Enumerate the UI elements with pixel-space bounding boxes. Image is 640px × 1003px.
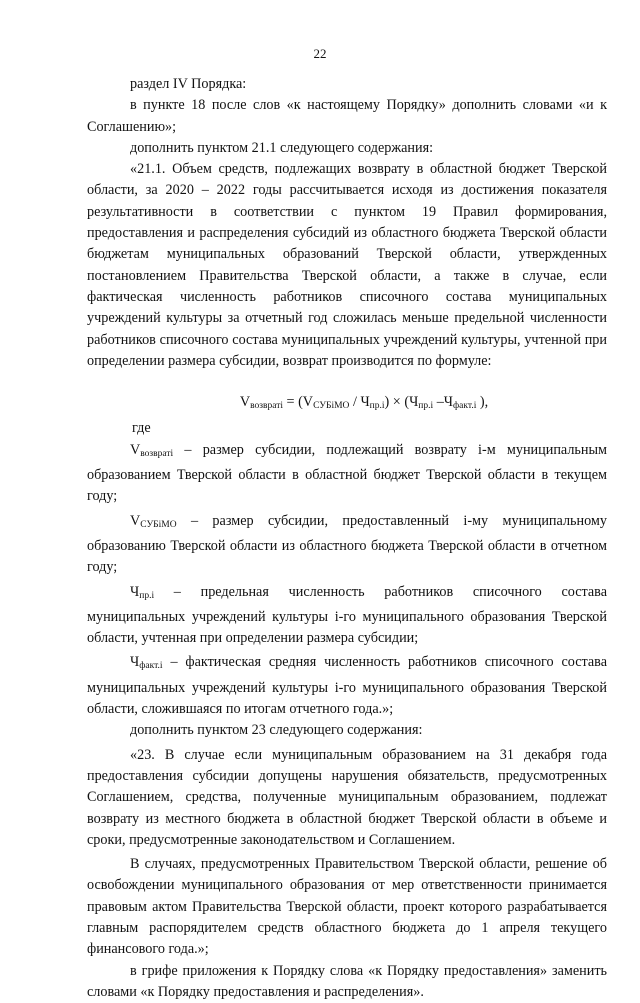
symbol-v-return: $V_{возвратi}$ [130, 441, 174, 459]
paragraph-21-1-text: «21.1. Объем средств, подлежащих возврату в областной бюджет Тверской области, за 2020 – 2022 годы рассчитывается исходя из достижения показателя результативности в соответствии с пунктом 19 Правил формирования, предоставления и распределения субсидий из областного бюджета Тверской области бюджетам муниципальных образований Тверской области, утвержденных постановлением Правительства Тверской области, а также в случае, если фактическая численность работников списочного состава муниципальных учреждений культуры за отчетный год сложилась меньше предельной численности работников списочного состава муниципальных учреждений культуры, учтенной при определении размера субсидии, возврат производится по формуле: [87, 161, 607, 369]
paragraph-release-decision: В случаях, предусмотренных Правительством Тверской области, решение об освобождении муниципального образования от мер ответственности принимается правовым актом Правительства Тверской области, проект которого разрабатывается главным распорядителем средств областного бюджета до 1 апреля текущего финансового года.»; [87, 856, 607, 958]
paragraph-section-heading: раздел IV Порядка: [130, 76, 247, 92]
paragraph-add-21-1: дополнить пунктом 21.1 следующего содержания: [130, 139, 434, 156]
symbol-v-subsidy: $V_{СУБiМО}$ [130, 512, 177, 530]
definition-ch-limit: $Ч_{пр.i}$ – предельная численность работников списочного состава муниципальных учреждений культуры i-го муниципального образования Тверской области, учтенная при определении размера субсидии; [87, 583, 607, 647]
page-number: 22 [313, 46, 327, 61]
definition-v-subsidy: $V_{СУБiМО}$ – размер субсидии, предоставленный i-му муниципальному образованию Тверской области из областного бюджета Тверской области в отчетном году; [87, 512, 607, 576]
paragraph-23-text: «23. В случае если муниципальным образованием на 31 декабря года предоставления субсидии допущены нарушения обязательств, предусмотренных Соглашением, средства, полученные муниципальным образованием, подлежат возврату из местного бюджета в областной бюджет Тверской области в объеме и сроки, предусмотренные законодательством и Соглашением. [87, 746, 607, 848]
document-body [87, 74, 607, 1003]
formula-where-label: где [132, 420, 151, 437]
symbol-ch-actual: $Ч_{факт.i}$ [130, 654, 163, 672]
return-formula: $V_{возвратi} = (V_{СУБiМО} / Ч_{пр.i}) \times (Ч_{пр.i}$ $-Ч_{факт.i}$ ), [239, 394, 489, 412]
definition-v-return: $V_{возвратi}$ – размер субсидии, подлежащий возврату i-м муниципальным образованием Тверской области в областной бюджет Тверской области в текущем году; [87, 441, 607, 505]
paragraph-item-18: в пункте 18 после слов «к настоящему Порядку» дополнить словами «и к Соглашению»; [87, 97, 607, 135]
paragraph-appendix-heading: в грифе приложения к Порядку слова «к Порядку предоставления» заменить словами «к Порядку предоставления и распределения». [87, 962, 607, 1000]
symbol-ch-limit: $Ч_{пр.i}$ [130, 583, 155, 601]
paragraph-add-23: дополнить пунктом 23 следующего содержания: [130, 722, 423, 739]
definition-ch-actual: $Ч_{факт.i}$ – фактическая средняя численность работников списочного состава муниципальных учреждений культуры i-го муниципального образования Тверской области, сложившаяся по итогам отчетного года.»; [87, 654, 607, 718]
